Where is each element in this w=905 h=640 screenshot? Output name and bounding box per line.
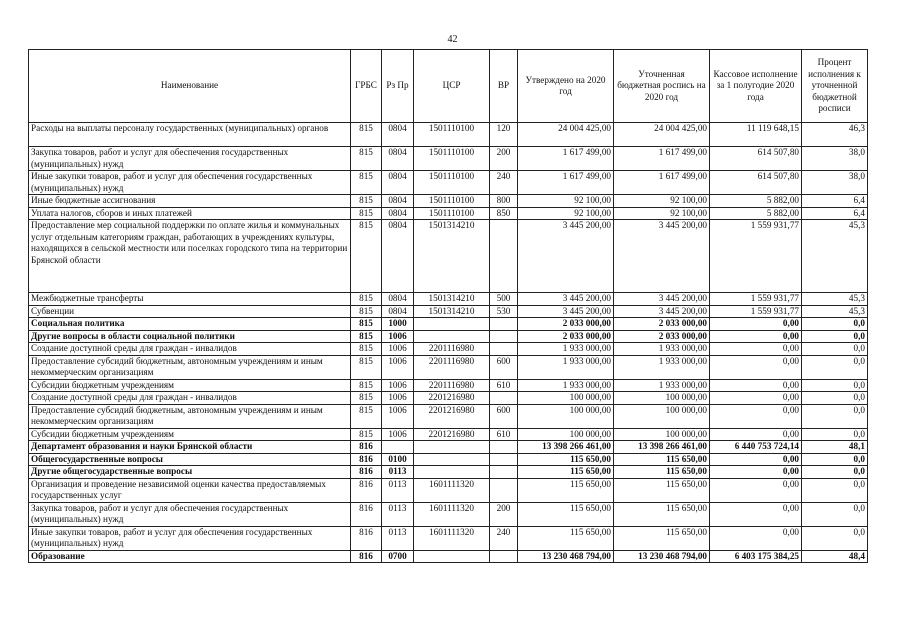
cell-name: Департамент образования и науки Брянской области: [29, 441, 351, 454]
cell-refined: 92 100,00: [614, 207, 710, 220]
cell-vr: 600: [490, 404, 518, 428]
cell-grbs: 815: [351, 147, 382, 171]
cell-cash: 0,00: [710, 466, 802, 479]
cell-refined: 92 100,00: [614, 195, 710, 208]
cell-refined: 115 650,00: [614, 526, 710, 550]
cell-vr: [490, 478, 518, 502]
cell-vr: 610: [490, 379, 518, 392]
cell-refined: 3 445 200,00: [614, 305, 710, 318]
cell-cash: 1 559 931,77: [710, 293, 802, 306]
cell-rzpr: [382, 441, 414, 454]
cell-cash: 11 119 648,15: [710, 123, 802, 147]
cell-vr: [490, 318, 518, 331]
cell-grbs: 815: [351, 123, 382, 147]
cell-refined: 100 000,00: [614, 404, 710, 428]
table-row: [29, 404, 868, 428]
cell-name: Другие общегосударственные вопросы: [29, 466, 351, 479]
cell-grbs: 816: [351, 441, 382, 454]
header-grbs: ГРБС: [351, 50, 382, 123]
page-number: 42: [447, 34, 458, 45]
cell-grbs: 816: [351, 466, 382, 479]
cell-csr: 2201216980: [414, 428, 490, 441]
table-row: [29, 453, 868, 466]
cell-percent: 0,0: [802, 466, 868, 479]
cell-grbs: 815: [351, 318, 382, 331]
cell-percent: 45,3: [802, 305, 868, 318]
cell-cash: 0,00: [710, 355, 802, 379]
cell-percent: 0,0: [802, 453, 868, 466]
cell-refined: 100 000,00: [614, 428, 710, 441]
cell-csr: 1601111320: [414, 478, 490, 502]
cell-vr: [490, 441, 518, 454]
cell-cash: 0,00: [710, 502, 802, 526]
cell-refined: 3 445 200,00: [614, 220, 710, 293]
cell-approved: 115 650,00: [518, 466, 614, 479]
cell-percent: 46,3: [802, 123, 868, 147]
cell-cash: 0,00: [710, 526, 802, 550]
table-row: [29, 441, 868, 454]
cell-percent: 45,3: [802, 293, 868, 306]
cell-csr: 1601111320: [414, 526, 490, 550]
table-row: [29, 392, 868, 405]
table-row: [29, 318, 868, 331]
cell-percent: 45,3: [802, 220, 868, 293]
cell-cash: 0,00: [710, 318, 802, 331]
table-row: [29, 502, 868, 526]
cell-cash: 1 559 931,77: [710, 305, 802, 318]
cell-vr: [490, 220, 518, 293]
cell-csr: 1501110100: [414, 207, 490, 220]
cell-refined: 24 004 425,00: [614, 123, 710, 147]
cell-percent: 0,0: [802, 379, 868, 392]
cell-cash: 6 440 753 724,14: [710, 441, 802, 454]
cell-grbs: 816: [351, 453, 382, 466]
cell-name: Уплата налогов, сборов и иных платежей: [29, 207, 351, 220]
cell-approved: 115 650,00: [518, 478, 614, 502]
cell-name: Организация и проведение независимой оценки качества предоставляемых государственных услуг: [29, 478, 351, 502]
table-row: [29, 147, 868, 171]
cell-refined: 1 617 499,00: [614, 171, 710, 195]
cell-name: Другие вопросы в области социальной политики: [29, 330, 351, 343]
table-row: [29, 428, 868, 441]
cell-grbs: 816: [351, 526, 382, 550]
cell-name: Предоставление мер социальной поддержки по оплате жилья и коммунальных услуг отдельным категориям граждан, работающих в учреждениях культуры, находящихся в сельской местности или поселках городского типа на территории Брянской области: [29, 220, 351, 293]
cell-name: Социальная политика: [29, 318, 351, 331]
cell-percent: 0,0: [802, 478, 868, 502]
header-name: Наименование: [29, 50, 351, 123]
cell-vr: [490, 466, 518, 479]
cell-cash: 0,00: [710, 343, 802, 356]
cell-grbs: 815: [351, 305, 382, 318]
cell-grbs: 815: [351, 428, 382, 441]
cell-refined: 1 933 000,00: [614, 343, 710, 356]
cell-percent: 38,0: [802, 147, 868, 171]
cell-name: Общегосударственные вопросы: [29, 453, 351, 466]
cell-grbs: 815: [351, 392, 382, 405]
cell-rzpr: 0804: [382, 305, 414, 318]
cell-grbs: 815: [351, 220, 382, 293]
cell-percent: 0,0: [802, 502, 868, 526]
cell-percent: 6,4: [802, 195, 868, 208]
cell-grbs: 815: [351, 379, 382, 392]
header-cash: Кассовое исполнение за 1 полугодие 2020 года: [710, 50, 802, 123]
table-body: [29, 123, 868, 563]
cell-rzpr: 1006: [382, 343, 414, 356]
cell-name: Предоставление субсидий бюджетным, автономным учреждениям и иным некоммерческим организациям: [29, 355, 351, 379]
cell-name: Создание доступной среды для граждан - инвалидов: [29, 392, 351, 405]
cell-vr: 240: [490, 171, 518, 195]
cell-refined: 3 445 200,00: [614, 293, 710, 306]
cell-csr: [414, 441, 490, 454]
cell-rzpr: 0113: [382, 502, 414, 526]
cell-rzpr: 1006: [382, 355, 414, 379]
cell-name: Закупка товаров, работ и услуг для обеспечения государственных (муниципальных) нужд: [29, 147, 351, 171]
cell-percent: 0,0: [802, 404, 868, 428]
cell-approved: 3 445 200,00: [518, 220, 614, 293]
table-row: [29, 171, 868, 195]
table-row: [29, 305, 868, 318]
cell-name: Создание доступной среды для граждан - инвалидов: [29, 343, 351, 356]
header-percent: Процент исполнения к уточненной бюджетной росписи: [802, 50, 868, 123]
cell-csr: [414, 330, 490, 343]
cell-percent: 0,0: [802, 392, 868, 405]
table-row: [29, 330, 868, 343]
cell-cash: 0,00: [710, 453, 802, 466]
cell-rzpr: 1006: [382, 404, 414, 428]
cell-refined: 115 650,00: [614, 502, 710, 526]
cell-rzpr: 0804: [382, 171, 414, 195]
cell-grbs: 815: [351, 404, 382, 428]
cell-approved: 13 230 468 794,00: [518, 550, 614, 563]
cell-cash: 0,00: [710, 428, 802, 441]
cell-csr: 1501110100: [414, 195, 490, 208]
cell-rzpr: 0113: [382, 526, 414, 550]
header-refined: Уточненная бюджетная роспись на 2020 год: [614, 50, 710, 123]
cell-approved: 2 033 000,00: [518, 318, 614, 331]
header-vr: ВР: [490, 50, 518, 123]
cell-approved: 2 033 000,00: [518, 330, 614, 343]
cell-grbs: 816: [351, 502, 382, 526]
cell-vr: 200: [490, 147, 518, 171]
table-row: [29, 343, 868, 356]
cell-name: Субвенции: [29, 305, 351, 318]
table-row: [29, 550, 868, 563]
table-row: [29, 195, 868, 208]
cell-refined: 2 033 000,00: [614, 330, 710, 343]
cell-cash: 0,00: [710, 392, 802, 405]
cell-vr: [490, 330, 518, 343]
cell-refined: 1 617 499,00: [614, 147, 710, 171]
cell-percent: 48,1: [802, 441, 868, 454]
cell-csr: 2201216980: [414, 392, 490, 405]
cell-grbs: 815: [351, 330, 382, 343]
cell-approved: 3 445 200,00: [518, 305, 614, 318]
cell-csr: [414, 318, 490, 331]
cell-percent: 48,4: [802, 550, 868, 563]
cell-rzpr: 0804: [382, 147, 414, 171]
cell-rzpr: 1006: [382, 428, 414, 441]
cell-grbs: 815: [351, 195, 382, 208]
cell-refined: 1 933 000,00: [614, 355, 710, 379]
cell-rzpr: 0804: [382, 123, 414, 147]
cell-csr: 2201216980: [414, 404, 490, 428]
cell-name: Иные закупки товаров, работ и услуг для обеспечения государственных (муниципальных) нужд: [29, 171, 351, 195]
cell-percent: 0,0: [802, 330, 868, 343]
cell-name: Субсидии бюджетным учреждениям: [29, 428, 351, 441]
cell-approved: 1 617 499,00: [518, 147, 614, 171]
cell-grbs: 815: [351, 343, 382, 356]
cell-grbs: 815: [351, 355, 382, 379]
cell-name: Иные закупки товаров, работ и услуг для обеспечения государственных (муниципальных) нужд: [29, 526, 351, 550]
cell-vr: [490, 343, 518, 356]
cell-vr: [490, 392, 518, 405]
cell-grbs: 816: [351, 478, 382, 502]
cell-percent: 6,4: [802, 207, 868, 220]
cell-vr: [490, 550, 518, 563]
cell-approved: 1 933 000,00: [518, 343, 614, 356]
cell-name: Расходы на выплаты персоналу государственных (муниципальных) органов: [29, 123, 351, 147]
cell-refined: 100 000,00: [614, 392, 710, 405]
cell-rzpr: 0100: [382, 453, 414, 466]
cell-approved: 1 933 000,00: [518, 379, 614, 392]
table-header-row: [29, 50, 868, 123]
cell-csr: 1501314210: [414, 293, 490, 306]
cell-rzpr: 0804: [382, 195, 414, 208]
cell-cash: 6 403 175 384,25: [710, 550, 802, 563]
header-approved: Утверждено на 2020 год: [518, 50, 614, 123]
cell-approved: 100 000,00: [518, 404, 614, 428]
cell-name: Образование: [29, 550, 351, 563]
cell-approved: 1 617 499,00: [518, 171, 614, 195]
cell-vr: 800: [490, 195, 518, 208]
cell-grbs: 815: [351, 171, 382, 195]
table-row: [29, 355, 868, 379]
cell-approved: 115 650,00: [518, 453, 614, 466]
cell-cash: 0,00: [710, 330, 802, 343]
cell-refined: 2 033 000,00: [614, 318, 710, 331]
cell-rzpr: 0700: [382, 550, 414, 563]
cell-csr: [414, 550, 490, 563]
cell-approved: 1 933 000,00: [518, 355, 614, 379]
cell-percent: 0,0: [802, 428, 868, 441]
cell-name: Закупка товаров, работ и услуг для обеспечения государственных (муниципальных) нужд: [29, 502, 351, 526]
cell-rzpr: 1006: [382, 379, 414, 392]
cell-vr: 120: [490, 123, 518, 147]
cell-csr: 1501110100: [414, 171, 490, 195]
cell-percent: 0,0: [802, 318, 868, 331]
header-csr: ЦСР: [414, 50, 490, 123]
cell-refined: 13 230 468 794,00: [614, 550, 710, 563]
cell-approved: 92 100,00: [518, 207, 614, 220]
cell-rzpr: 0804: [382, 293, 414, 306]
cell-approved: 115 650,00: [518, 502, 614, 526]
cell-csr: 1501314210: [414, 305, 490, 318]
table-row: [29, 123, 868, 147]
cell-csr: [414, 453, 490, 466]
cell-percent: 0,0: [802, 355, 868, 379]
cell-name: Предоставление субсидий бюджетным, автономным учреждениям и иным некоммерческим организациям: [29, 404, 351, 428]
cell-csr: [414, 466, 490, 479]
cell-refined: 1 933 000,00: [614, 379, 710, 392]
cell-cash: 1 559 931,77: [710, 220, 802, 293]
cell-rzpr: 0804: [382, 207, 414, 220]
cell-refined: 115 650,00: [614, 453, 710, 466]
cell-name: Иные бюджетные ассигнования: [29, 195, 351, 208]
cell-grbs: 816: [351, 550, 382, 563]
cell-csr: 1501110100: [414, 123, 490, 147]
cell-percent: 0,0: [802, 343, 868, 356]
cell-csr: 2201116980: [414, 355, 490, 379]
cell-approved: 100 000,00: [518, 392, 614, 405]
cell-refined: 115 650,00: [614, 478, 710, 502]
cell-rzpr: 0804: [382, 220, 414, 293]
cell-vr: [490, 453, 518, 466]
cell-cash: 614 507,80: [710, 171, 802, 195]
cell-approved: 100 000,00: [518, 428, 614, 441]
table-row: [29, 207, 868, 220]
cell-percent: 38,0: [802, 171, 868, 195]
cell-rzpr: 1006: [382, 330, 414, 343]
table-row: [29, 293, 868, 306]
cell-cash: 614 507,80: [710, 147, 802, 171]
header-rzpr: Рз Пр: [382, 50, 414, 123]
cell-approved: 115 650,00: [518, 526, 614, 550]
table-row: [29, 220, 868, 293]
cell-cash: 5 882,00: [710, 207, 802, 220]
cell-cash: 0,00: [710, 478, 802, 502]
cell-rzpr: 0113: [382, 478, 414, 502]
cell-rzpr: 0113: [382, 466, 414, 479]
cell-vr: 850: [490, 207, 518, 220]
cell-approved: 92 100,00: [518, 195, 614, 208]
cell-refined: 115 650,00: [614, 466, 710, 479]
cell-grbs: 815: [351, 293, 382, 306]
cell-name: Субсидии бюджетным учреждениям: [29, 379, 351, 392]
table-row: [29, 466, 868, 479]
table-row: [29, 379, 868, 392]
cell-cash: 0,00: [710, 379, 802, 392]
cell-vr: 610: [490, 428, 518, 441]
cell-approved: 3 445 200,00: [518, 293, 614, 306]
cell-approved: 24 004 425,00: [518, 123, 614, 147]
cell-vr: 530: [490, 305, 518, 318]
cell-approved: 13 398 266 461,00: [518, 441, 614, 454]
cell-csr: 2201116980: [414, 343, 490, 356]
cell-cash: 0,00: [710, 404, 802, 428]
cell-rzpr: 1000: [382, 318, 414, 331]
cell-vr: 500: [490, 293, 518, 306]
cell-vr: 240: [490, 526, 518, 550]
cell-vr: 600: [490, 355, 518, 379]
table-row: [29, 478, 868, 502]
cell-csr: 2201116980: [414, 379, 490, 392]
table-row: [29, 526, 868, 550]
cell-rzpr: 1006: [382, 392, 414, 405]
cell-csr: 1501110100: [414, 147, 490, 171]
cell-name: Межбюджетные трансферты: [29, 293, 351, 306]
budget-execution-table: [28, 49, 868, 563]
cell-cash: 5 882,00: [710, 195, 802, 208]
cell-percent: 0,0: [802, 526, 868, 550]
cell-vr: 200: [490, 502, 518, 526]
cell-csr: 1601111320: [414, 502, 490, 526]
cell-grbs: 815: [351, 207, 382, 220]
cell-refined: 13 398 266 461,00: [614, 441, 710, 454]
cell-csr: 1501314210: [414, 220, 490, 293]
